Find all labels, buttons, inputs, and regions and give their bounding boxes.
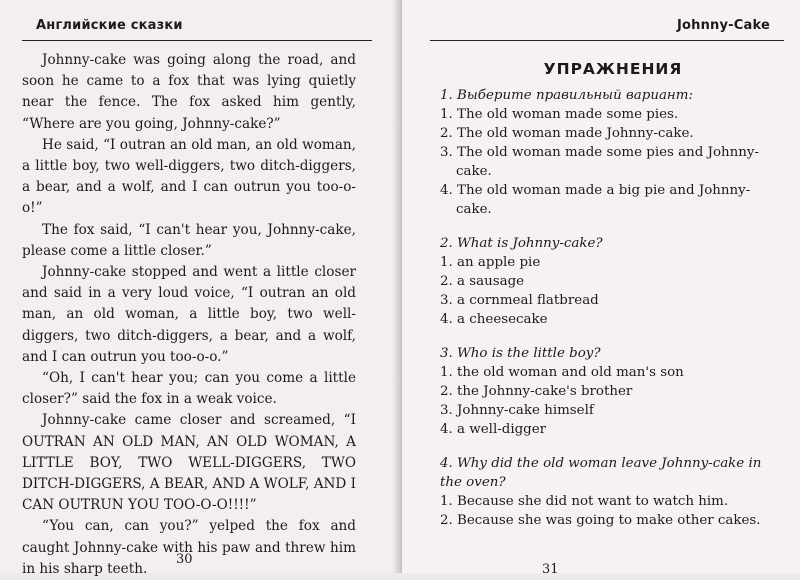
- right-page: [402, 0, 800, 577]
- option-continuation: cake.: [456, 202, 492, 217]
- option: 1. an apple pie: [440, 255, 541, 270]
- option-continuation: cake.: [456, 164, 492, 179]
- question-block: [440, 344, 786, 439]
- question: 4. Why did the old woman leave Johnny-cake in the oven?: [440, 456, 762, 490]
- option: 2. the Johnny-cake's brother: [440, 384, 633, 399]
- story-text: [22, 50, 356, 580]
- question: 1. Выберите правильный вариант:: [440, 88, 693, 103]
- option: 3. Johnny-cake himself: [440, 403, 594, 418]
- paragraph: He said, “I outran an old man, an old woman, a little boy, two well-diggers, two ditch-diggers, a bear, and a wolf, and I can outrun you too-o-o!”: [22, 136, 356, 217]
- page-number: 30: [176, 552, 193, 567]
- page-number: 31: [542, 562, 559, 577]
- option: 4. a well-digger: [440, 422, 547, 437]
- option: 2. a sausage: [440, 274, 525, 289]
- question: 3. Who is the little boy?: [440, 346, 601, 361]
- question-block: [440, 454, 786, 530]
- option: 3. a cornmeal flatbread: [440, 293, 599, 308]
- paragraph: “You can, can you?” yelped the fox and caught Johnny-cake with his paw and threw him in his sharp teeth.: [22, 518, 356, 577]
- option: 2. Because she was going to make other cakes.: [440, 513, 761, 528]
- option: 2. The old woman made Johnny-cake.: [440, 126, 694, 141]
- option: 4. a cheesecake: [440, 312, 548, 327]
- question: 2. What is Johnny-cake?: [440, 236, 603, 251]
- option: 1. the old woman and old man's son: [440, 365, 684, 380]
- paragraph: Johnny-cake stopped and went a little closer and said in a very loud voice, “I outran an old man, an old woman, a little boy, two well-diggers, two ditch-diggers, a bear, and a wolf, and I can outrun you too-o-o.”: [22, 264, 356, 365]
- paragraph: Johnny-cake came closer and screamed, “I OUTRAN AN OLD MAN, AN OLD WOMAN, A LITTLE BOY, TWO WELL-DIGGERS, TWO DITCH-DIGGERS, A BEAR, AND A WOLF, AND I CAN OUTRUN YOU TOO-O-O!!!!”: [22, 412, 357, 514]
- header-rule: [430, 40, 784, 41]
- exercises-title: УПРАЖНЕНИЯ: [543, 60, 683, 78]
- option: 1. The old woman made some pies.: [440, 107, 679, 122]
- option: 1. Because she did not want to watch him.: [440, 494, 729, 509]
- question-block: [440, 234, 786, 329]
- running-head: Английские сказки: [36, 18, 183, 33]
- option: 3. The old woman made some pies and Johnny-: [440, 145, 760, 160]
- question-block: [440, 86, 786, 219]
- option: 4. The old woman made a big pie and Johnny-: [440, 183, 751, 198]
- header-rule: [22, 40, 372, 41]
- paragraph: “Oh, I can't hear you; can you come a little closer?” said the fox in a weak voice.: [22, 370, 356, 408]
- paragraph: The fox said, “I can't hear you, Johnny-cake, please come a little closer.”: [22, 221, 356, 259]
- left-page: [0, 0, 398, 577]
- running-head: Johnny-Cake: [676, 18, 770, 33]
- paragraph: Johnny-cake was going along the road, and soon he came to a fox that was lying quietly near the fence. The fox asked him gently, “Where are you going, Johnny-cake?”: [22, 52, 356, 132]
- exercises: [440, 60, 786, 545]
